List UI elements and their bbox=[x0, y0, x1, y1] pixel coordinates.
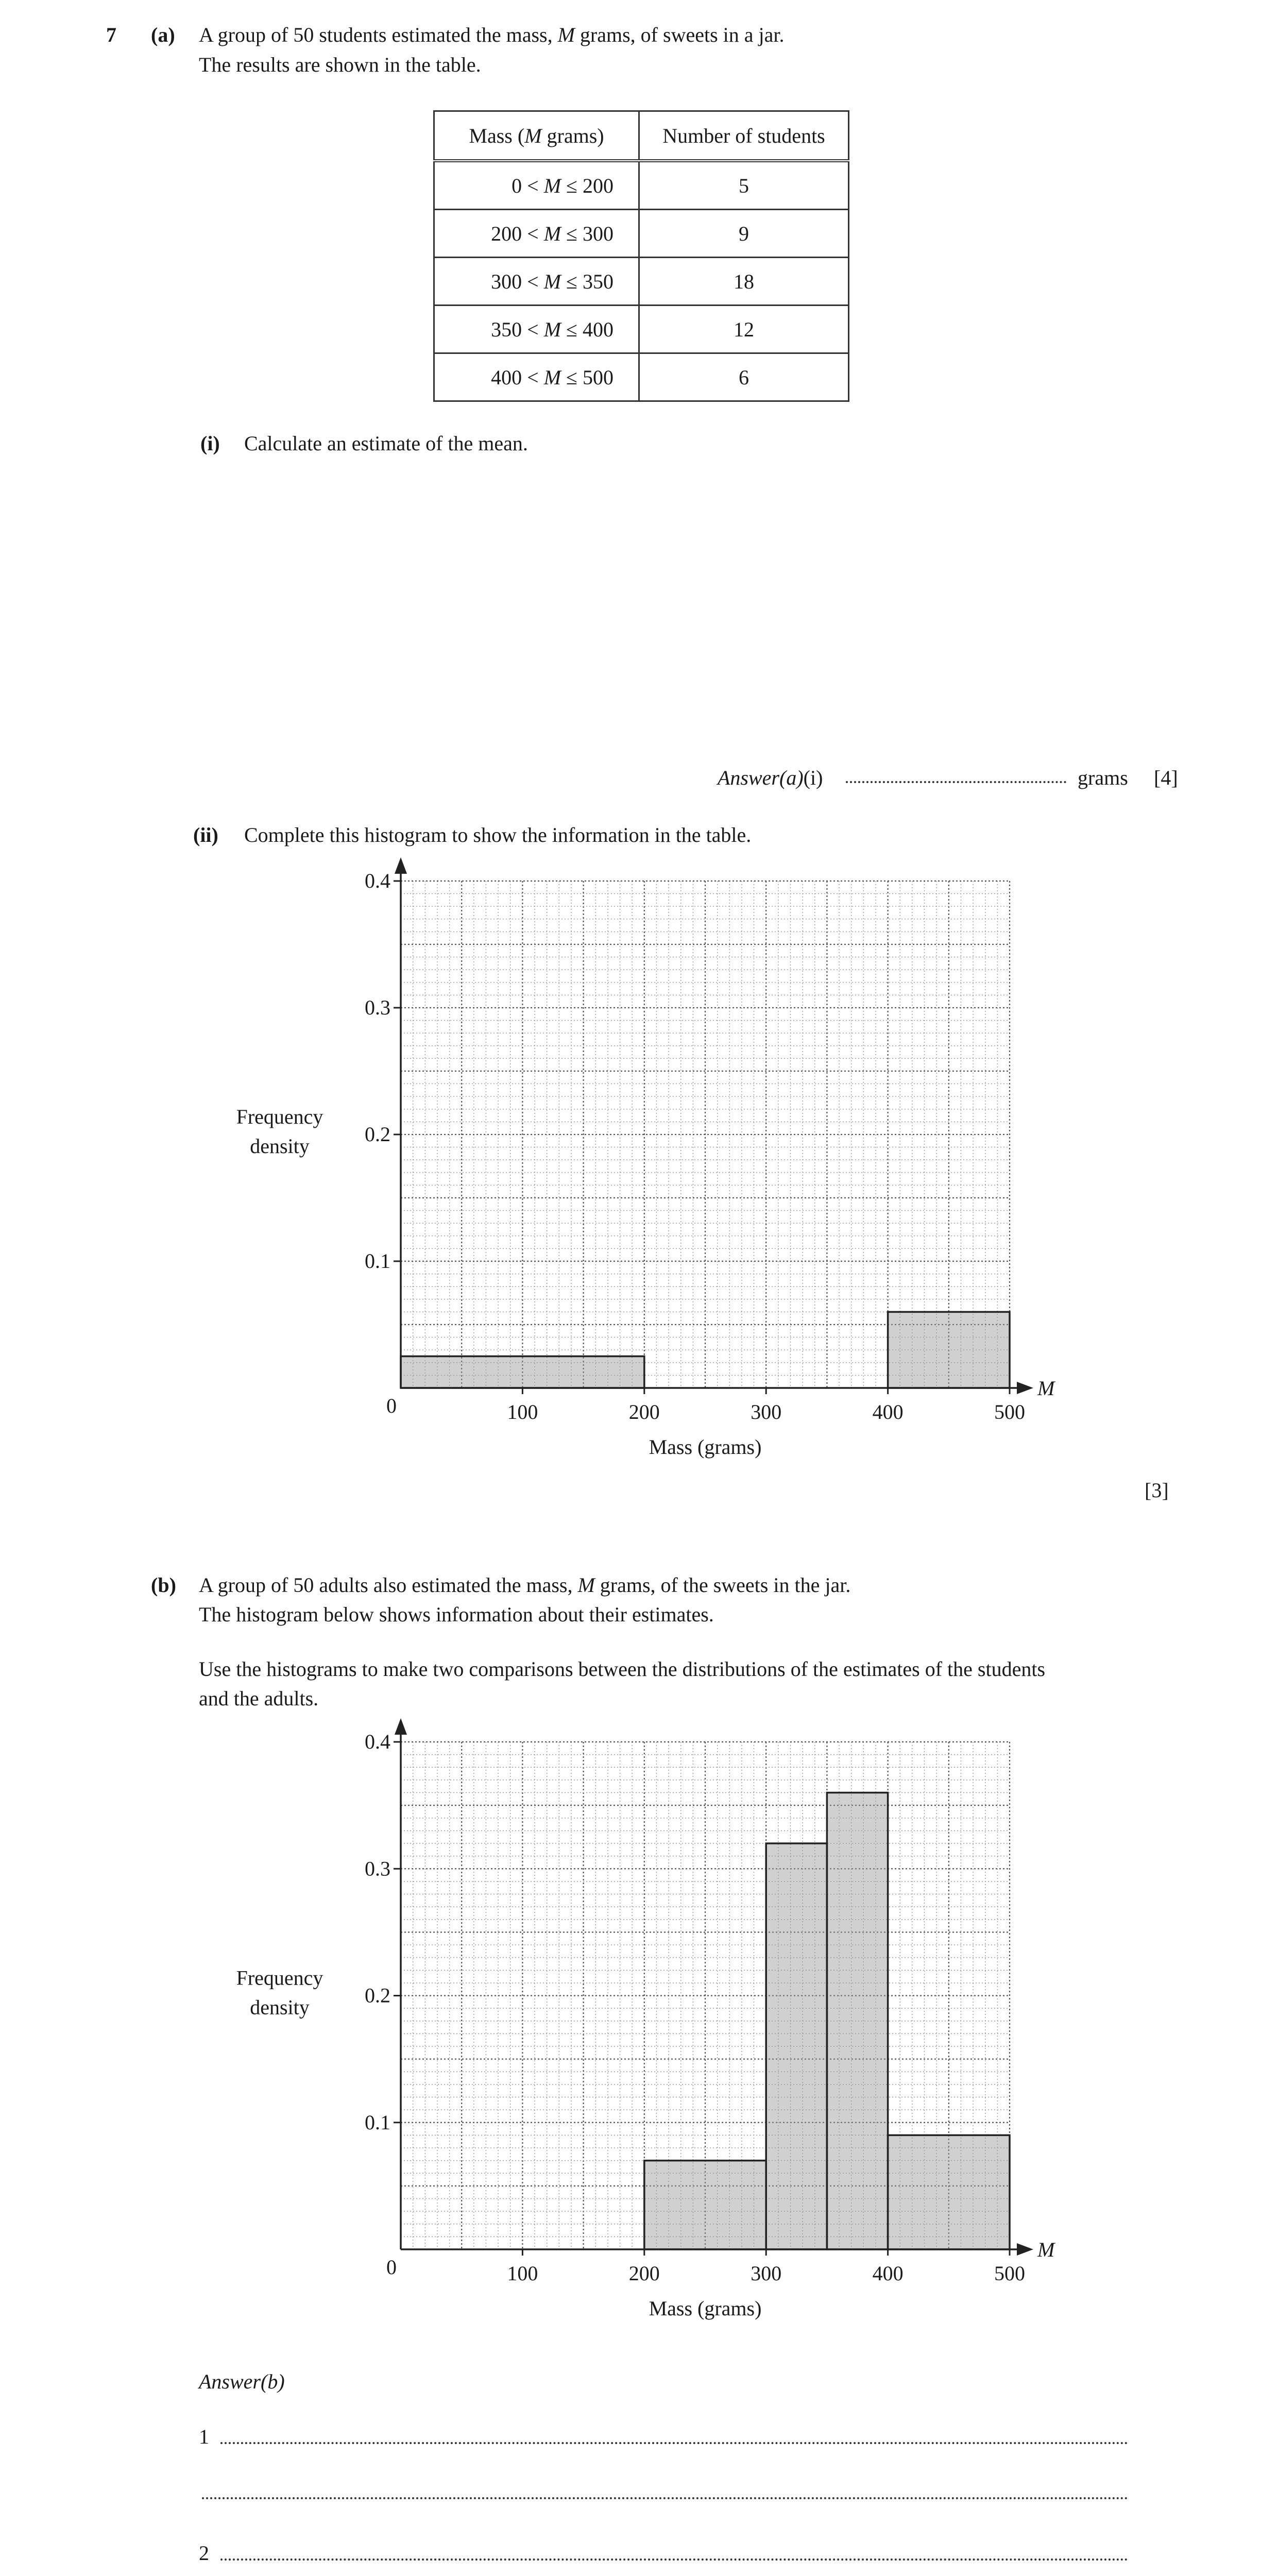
histogram-bar bbox=[888, 2135, 1010, 2249]
variable-m: M bbox=[543, 365, 561, 389]
count-cell: 5 bbox=[639, 161, 849, 210]
y-tick-label: 0.2 bbox=[365, 1984, 390, 2007]
x-tick-label: 0 bbox=[386, 1394, 397, 1417]
mass-range-cell: 0 < M ≤ 200 bbox=[434, 161, 639, 210]
y-axis-label: Frequency density bbox=[236, 1966, 323, 2019]
header-mass-pre: Mass ( bbox=[469, 124, 525, 147]
x-tick-label: 300 bbox=[751, 2262, 782, 2285]
mass-range-cell: 400 < M ≤ 500 bbox=[434, 353, 639, 401]
x-tick-label: 200 bbox=[628, 1400, 660, 1423]
x-axis-variable: M bbox=[1037, 1377, 1055, 1400]
header-mass-var: M bbox=[524, 124, 542, 147]
answer-b-item2-number: 2 bbox=[199, 2541, 209, 2565]
part-a-intro-text-end: grams, of sweets in a jar. bbox=[574, 23, 785, 46]
part-ii-label: (ii) bbox=[193, 823, 218, 846]
x-tick-label: 500 bbox=[994, 1400, 1025, 1423]
x-tick-label: 300 bbox=[751, 1400, 782, 1423]
count-cell: 9 bbox=[639, 210, 849, 258]
y-tick-label: 0.1 bbox=[365, 1249, 390, 1273]
answer-b-line-2a[interactable] bbox=[220, 2558, 1128, 2561]
y-tick-label: 0.4 bbox=[365, 1730, 390, 1753]
variable-m: M bbox=[543, 269, 561, 293]
x-axis-label: Mass (grams) bbox=[649, 1435, 762, 1459]
variable-m: M bbox=[557, 23, 575, 46]
variable-m: M bbox=[577, 1573, 595, 1597]
part-b-label: (b) bbox=[151, 1573, 176, 1597]
x-tick-label: 500 bbox=[994, 2262, 1025, 2285]
x-tick-label: 100 bbox=[507, 2262, 538, 2285]
part-a-intro-line2: The results are shown in the table. bbox=[199, 53, 481, 76]
count-cell: 18 bbox=[639, 258, 849, 306]
x-tick-label: 200 bbox=[628, 2262, 660, 2285]
answer-b-line-1a[interactable] bbox=[220, 2442, 1128, 2444]
y-tick-label: 0.4 bbox=[365, 869, 390, 892]
y-axis-arrow-icon bbox=[395, 1718, 407, 1735]
variable-m: M bbox=[543, 174, 561, 197]
x-tick-label: 0 bbox=[386, 2256, 397, 2279]
x-axis-arrow-icon bbox=[1017, 2243, 1033, 2256]
answer-unit: grams bbox=[1078, 766, 1128, 789]
answer-label: Answer(a) bbox=[718, 766, 804, 789]
count-cell: 12 bbox=[639, 306, 849, 353]
y-axis-label: Frequency density bbox=[236, 1105, 323, 1158]
part-b-line4: and the adults. bbox=[199, 1687, 319, 1710]
x-tick-label: 400 bbox=[872, 1400, 904, 1423]
answer-b-item1-number: 1 bbox=[199, 2425, 209, 2448]
part-ii-text: Complete this histogram to show the information in the table. bbox=[244, 823, 752, 846]
x-axis-variable: M bbox=[1037, 2238, 1055, 2261]
y-tick-label: 0.3 bbox=[365, 1857, 390, 1880]
answer-label-suffix: (i) bbox=[803, 766, 823, 789]
part-a-label: (a) bbox=[151, 23, 175, 46]
marks-a-i: [4] bbox=[1154, 766, 1178, 789]
mass-range-cell: 200 < M ≤ 300 bbox=[434, 210, 639, 258]
histogram-bar bbox=[766, 1843, 827, 2249]
histogram-bar bbox=[827, 1793, 888, 2250]
count-cell: 6 bbox=[639, 353, 849, 401]
part-b-line3: Use the histograms to make two comparisons between the distributions of the estimates of the students bbox=[199, 1657, 1046, 1681]
variable-m: M bbox=[543, 317, 561, 341]
y-tick-label: 0.3 bbox=[365, 996, 390, 1019]
part-a-intro-text: A group of 50 students estimated the mass, bbox=[199, 23, 558, 46]
answer-b-label: Answer(b) bbox=[199, 2370, 285, 2393]
answer-b-line-1b[interactable] bbox=[202, 2497, 1128, 2499]
y-tick-label: 0.2 bbox=[365, 1123, 390, 1146]
part-i-text: Calculate an estimate of the mean. bbox=[244, 432, 528, 455]
part-b-line2: The histogram below shows information about their estimates. bbox=[199, 1603, 714, 1626]
x-tick-label: 100 bbox=[507, 1400, 538, 1423]
x-axis-label: Mass (grams) bbox=[649, 2297, 762, 2320]
mass-range-cell: 300 < M ≤ 350 bbox=[434, 258, 639, 306]
part-i-label: (i) bbox=[200, 432, 220, 455]
histogram-bar bbox=[644, 2161, 766, 2249]
x-tick-label: 400 bbox=[872, 2262, 904, 2285]
header-mass-post: grams) bbox=[541, 124, 604, 147]
part-b-line1-pre: A group of 50 adults also estimated the mass, bbox=[199, 1573, 578, 1597]
variable-m: M bbox=[543, 222, 561, 245]
question-number: 7 bbox=[106, 23, 116, 46]
y-tick-label: 0.1 bbox=[365, 2110, 390, 2134]
header-students: Number of students bbox=[639, 111, 849, 161]
mass-range-cell: 350 < M ≤ 400 bbox=[434, 306, 639, 353]
part-b-line1-post: grams, of the sweets in the jar. bbox=[594, 1573, 851, 1597]
marks-a-ii: [3] bbox=[1145, 1479, 1169, 1502]
